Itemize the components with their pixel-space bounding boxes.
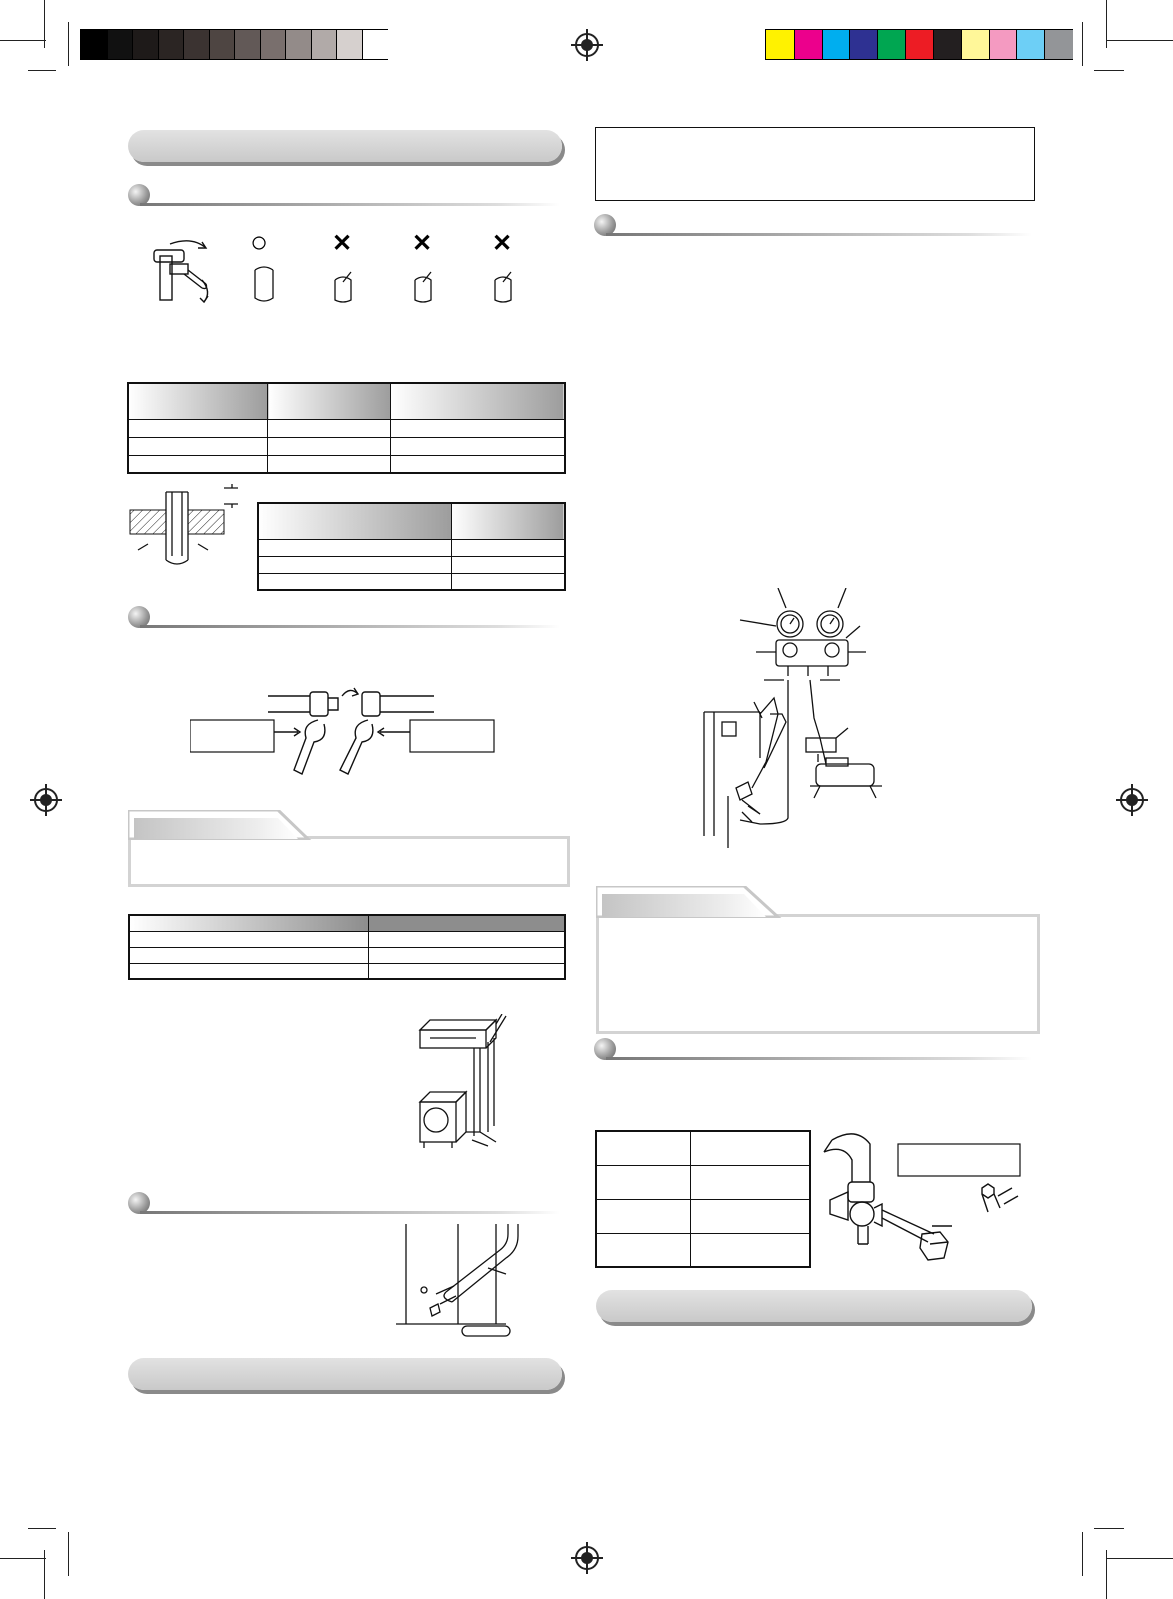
subsection-rule-2 — [140, 625, 560, 628]
wall-piping-illustration — [396, 1222, 526, 1338]
process-color-swatch — [822, 30, 851, 59]
process-color-swatch — [989, 30, 1018, 59]
registration-mark-bottom — [575, 1546, 599, 1570]
process-color-swatch — [1044, 30, 1073, 59]
ng-mark-1: ✕ — [332, 230, 353, 257]
grayscale-swatch — [234, 30, 261, 59]
registration-mark-right — [1120, 788, 1144, 812]
valve-torque-table — [595, 1130, 811, 1268]
grayscale-swatch — [285, 30, 312, 59]
label-box-left — [190, 720, 274, 752]
grayscale-swatch — [107, 30, 134, 59]
subsection-rule-1 — [140, 203, 560, 206]
torque-wrench-illustration — [190, 680, 510, 776]
flare-dimension-table — [127, 382, 566, 474]
section-banner-3 — [596, 1290, 1032, 1322]
process-color-swatch — [794, 30, 823, 59]
grayscale-swatch — [132, 30, 159, 59]
process-color-swatch — [1016, 30, 1045, 59]
flare-tool-illustration — [128, 482, 243, 572]
ng-mark-3: ✕ — [492, 230, 513, 257]
registration-mark-top — [575, 33, 599, 57]
ok-mark: ○ — [250, 226, 269, 259]
section-banner-1 — [128, 130, 562, 162]
vacuum-pump-illustration — [700, 588, 910, 866]
process-color-swatch — [905, 30, 934, 59]
grayscale-swatch — [81, 30, 107, 59]
grayscale-swatch — [362, 30, 389, 59]
valve-label-box — [898, 1144, 1020, 1176]
pipe-end-samples — [255, 267, 511, 302]
grayscale-swatch — [209, 30, 236, 59]
grayscale-swatch — [158, 30, 185, 59]
label-box-right — [410, 720, 494, 752]
caution-note-tab-1 — [128, 810, 368, 840]
process-color-swatch — [961, 30, 990, 59]
section-banner-2 — [128, 1358, 562, 1390]
grayscale-color-bar — [80, 29, 388, 60]
flare-height-table — [257, 502, 566, 591]
ng-mark-2: ✕ — [412, 230, 433, 257]
subsection-rule-3 — [140, 1211, 560, 1214]
grayscale-swatch — [183, 30, 210, 59]
process-color-swatch — [766, 30, 794, 59]
service-valve-illustration — [822, 1130, 1032, 1278]
process-color-swatch — [877, 30, 906, 59]
process-color-swatch — [849, 30, 878, 59]
info-frame — [595, 127, 1035, 201]
torque-table — [128, 914, 566, 980]
caution-note-box-1 — [128, 836, 570, 887]
process-color-swatch — [933, 30, 962, 59]
process-color-bar — [765, 29, 1073, 60]
subsection-rule-5 — [606, 1057, 1032, 1060]
caution-note-tab-2 — [596, 886, 856, 918]
grayscale-swatch — [311, 30, 338, 59]
subsection-rule-4 — [606, 233, 1032, 236]
registration-mark-left — [34, 788, 58, 812]
caution-note-box-2 — [596, 914, 1040, 1034]
grayscale-swatch — [336, 30, 363, 59]
piping-connection-illustration — [416, 1014, 516, 1166]
grayscale-swatch — [260, 30, 287, 59]
